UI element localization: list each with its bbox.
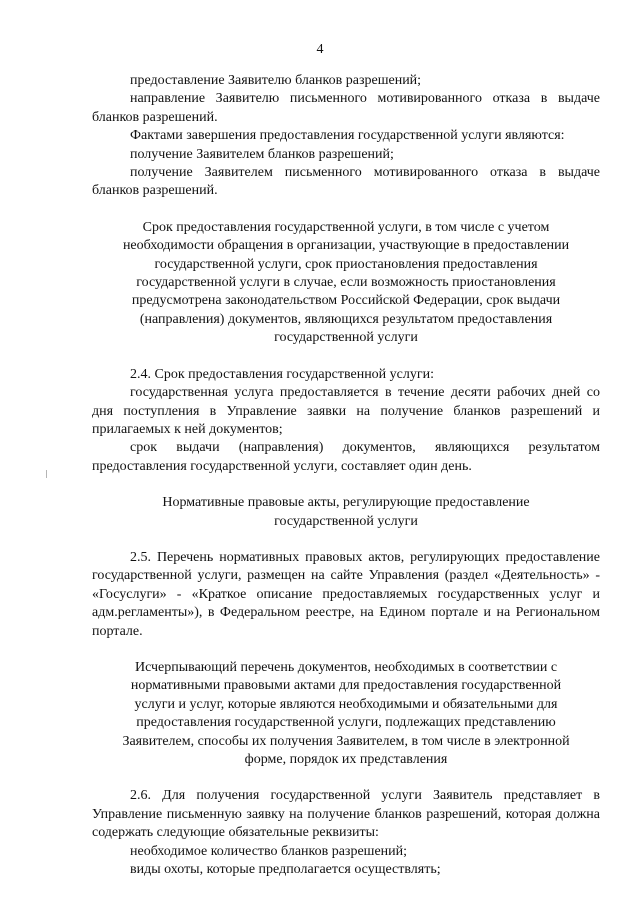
spacer — [92, 769, 600, 787]
paragraph: получение Заявителем бланков разрешений; — [130, 146, 394, 162]
spacer — [92, 348, 600, 366]
paragraph: необходимое количество бланков разрешений; — [130, 843, 408, 859]
spacer — [92, 201, 600, 219]
section-heading-legal-acts — [92, 494, 600, 531]
page-content — [92, 72, 600, 879]
heading-line: государственной услуги, срок приостановления предоставления — [154, 256, 538, 272]
heading-line: нормативными правовыми актами для предоставления государственной — [130, 678, 562, 694]
paragraph: виды охоты, которые предполагается осуществлять; — [130, 862, 441, 878]
paragraph: 2.6. Для получения государственной услуги Заявитель представляет в Управление письменную заявку на получение бланков разрешений, которая должна содержать следующие обязательные реквизиты: — [92, 788, 600, 841]
paragraph: Фактами завершения предоставления государственной услуги являются: — [130, 128, 565, 144]
paragraph: 2.5. Перечень нормативных правовых актов, регулирующих предоставление государственной услуги, размещен на сайте Управления (раздел «Деятельность» - «Госуслуги» - «Краткое описание предоставляемых государственных услуг и адм.регламенты»), в Федеральном реестре, на Едином портале и на Региональном портале. — [92, 549, 600, 639]
paragraph: направление Заявителю письменного мотивированного отказа в выдаче бланков разрешений. — [92, 91, 600, 125]
section-heading-documents — [92, 659, 600, 769]
heading-line: услуги и услуг, которые являются необходимыми и обязательными для — [134, 696, 558, 712]
paragraph: государственная услуга предоставляется в течение десяти рабочих дней со дня поступления в Управление заявки на получение бланков разрешений и прилагаемых к ней документов; — [92, 385, 600, 437]
scan-margin-mark — [46, 470, 47, 478]
spacer — [92, 531, 600, 549]
heading-line: Нормативные правовые акты, регулирующие предоставление — [162, 495, 530, 511]
heading-line: Заявителем, способы их получения Заявителем, в том числе в электронной — [122, 733, 570, 749]
paragraph: получение Заявителем письменного мотивированного отказа в выдаче бланков разрешений. — [92, 165, 600, 199]
heading-line: Срок предоставления государственной услуги, в том числе с учетом — [142, 219, 550, 235]
spacer — [92, 476, 600, 494]
page-number: 4 — [316, 42, 324, 57]
section-heading-term — [92, 219, 600, 348]
heading-line: предусмотрена законодательством Российской Федерации, срок выдачи — [131, 293, 561, 309]
paragraph: 2.4. Срок предоставления государственной услуги: — [130, 366, 435, 382]
paragraph: предоставление Заявителю бланков разрешений; — [130, 73, 422, 88]
heading-line: (направления) документов, являющихся результатом предоставления — [139, 311, 553, 327]
heading-line: государственной услуги — [274, 513, 418, 529]
heading-line: государственной услуги в случае, если возможность приостановления — [136, 275, 556, 291]
heading-line: Исчерпывающий перечень документов, необходимых в соответствии с — [134, 659, 558, 675]
paragraph: срок выдачи (направления) документов, являющихся результатом предоставления государственной услуги, составляет один день. — [92, 440, 600, 474]
heading-line: государственной услуги — [274, 330, 418, 346]
heading-line: предоставления государственной услуги, подлежащих представлению — [136, 715, 556, 731]
heading-line: форме, порядок их представления — [244, 752, 448, 767]
spacer — [92, 641, 600, 659]
heading-line: необходимости обращения в организации, участвующие в предоставлении — [122, 238, 570, 254]
